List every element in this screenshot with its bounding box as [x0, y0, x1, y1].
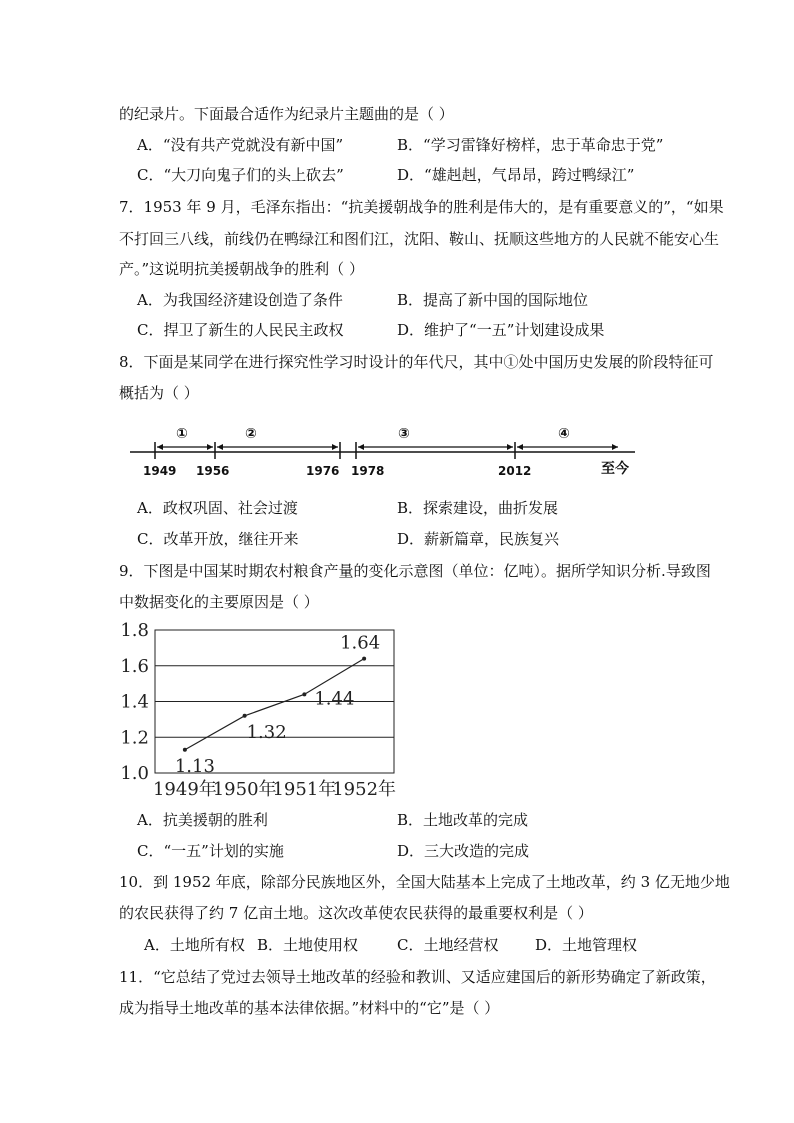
data-label: 1.13	[174, 755, 215, 777]
y-tick-label: 1.4	[120, 691, 149, 713]
timeline-year-now: 至今	[601, 461, 629, 477]
arrowhead	[517, 444, 523, 450]
q10-option-d[interactable]: D．土地管理权	[535, 936, 638, 954]
q8-stem-line2: 概括为（ ）	[119, 384, 199, 402]
q8-option-a[interactable]: A．政权巩固、社会过渡	[137, 499, 298, 517]
arrowhead	[507, 444, 513, 450]
data-point	[362, 657, 366, 661]
arrowhead	[157, 444, 163, 450]
q9-option-a[interactable]: A．抗美援朝的胜利	[137, 811, 268, 829]
x-tick-label: 1952年	[332, 779, 397, 800]
x-tick-label: 1950年	[212, 779, 277, 800]
x-tick-label: 1949年	[152, 779, 217, 800]
q6-stem: 的纪录片。下面最合适作为纪录片主题曲的是（ ）	[119, 105, 454, 123]
q9-stem-line1: 9．下图是中国某时期农村粮食产量的变化示意图（单位：亿吨）。据所学知识分析.导致图	[119, 562, 711, 580]
q11-stem-line1: 11．“它总结了党过去领导土地改革的经验和教训、又适应建国后的新形势确定了新政策，	[119, 968, 716, 986]
q7-option-a[interactable]: A．为我国经济建设创造了条件	[137, 291, 343, 309]
q10-option-c[interactable]: C．土地经营权	[397, 936, 499, 954]
q9-stem-line2: 中数据变化的主要原因是（ ）	[119, 593, 319, 611]
q7-stem-line2: 不打回三八线，前线仍在鸭绿江和图们江，沈阳、鞍山、抚顺这些地方的人民就不能安心生	[119, 230, 720, 248]
q6-option-c[interactable]: C．“大刀向鬼子们的头上砍去”	[137, 166, 344, 184]
arrowhead	[332, 444, 338, 450]
arrowhead	[217, 444, 223, 450]
q7-option-c[interactable]: C．捍卫了新生的人民民主政权	[137, 321, 344, 339]
data-label: 1.44	[314, 688, 355, 710]
q7-option-d[interactable]: D．维护了“一五”计划建设成果	[397, 321, 605, 339]
q11-stem-line2: 成为指导土地改革的基本法律依据。”材料中的“它”是（ ）	[119, 999, 500, 1017]
timeline-year-1949: 1949	[143, 464, 177, 478]
arrowhead	[612, 444, 618, 450]
y-tick-label: 1.8	[120, 620, 149, 641]
timeline-segment-label-3: ③	[398, 426, 410, 442]
timeline-year-1976: 1976	[306, 464, 340, 478]
arrowhead	[358, 444, 364, 450]
grain-output-chart	[110, 618, 410, 803]
q10-option-a[interactable]: A．土地所有权	[144, 936, 245, 954]
q8-option-c[interactable]: C．改革开放，继往开来	[137, 530, 299, 548]
data-label: 1.64	[340, 632, 381, 654]
y-tick-label: 1.2	[120, 727, 149, 749]
y-tick-label: 1.0	[120, 763, 149, 784]
q8-option-d[interactable]: D．薪新篇章，民族复兴	[397, 530, 560, 548]
q9-option-b[interactable]: B．土地改革的完成	[397, 811, 529, 829]
data-label: 1.32	[246, 721, 287, 743]
q10-option-b[interactable]: B．土地使用权	[257, 936, 359, 954]
x-tick-label: 1951年	[272, 779, 337, 800]
y-tick-label: 1.6	[120, 655, 149, 677]
timeline-year-2012: 2012	[498, 464, 532, 478]
arrowhead	[207, 444, 213, 450]
q7-stem-line1: 7．1953 年 9 月，毛泽东指出：“抗美援朝战争的胜利是伟大的，是有重要意义的”，“如果	[119, 198, 724, 216]
q6-option-b[interactable]: B．“学习雷锋好榜样，忠于革命忠于党”	[397, 136, 664, 154]
q7-stem-line3: 产。”这说明抗美援朝战争的胜利（ ）	[119, 260, 364, 278]
timeline-segment-label-2: ②	[245, 426, 257, 442]
q10-stem-line2: 的农民获得了约 7 亿亩土地。这次改革使农民获得的最重要权利是（ ）	[119, 904, 593, 922]
q7-option-b[interactable]: B．提高了新中国的国际地位	[397, 291, 589, 309]
q6-option-a[interactable]: A．“没有共产党就没有新中国”	[137, 136, 344, 154]
data-point	[183, 748, 187, 752]
timeline-year-1978: 1978	[351, 464, 385, 478]
data-point	[243, 714, 247, 718]
timeline-segment-label-4: ④	[558, 426, 570, 442]
q8-stem-line1: 8．下面是某同学在进行探究性学习时设计的年代尺，其中①处中国历史发展的阶段特征可	[119, 353, 714, 371]
q9-option-c[interactable]: C．“一五”计划的实施	[137, 842, 284, 860]
q10-stem-line1: 10．到 1952 年底，除部分民族地区外，全国大陆基本上完成了土地改革，约 3 亿无地少地	[119, 873, 730, 891]
q8-option-b[interactable]: B．探索建设，曲折发展	[397, 499, 559, 517]
data-point	[302, 692, 306, 696]
timeline-segment-label-1: ①	[176, 426, 188, 442]
q9-option-d[interactable]: D．三大改造的完成	[397, 842, 530, 860]
q6-option-d[interactable]: D．“雄赳赳，气昂昂，跨过鸭绿江”	[397, 166, 635, 184]
timeline-year-1956: 1956	[196, 464, 230, 478]
